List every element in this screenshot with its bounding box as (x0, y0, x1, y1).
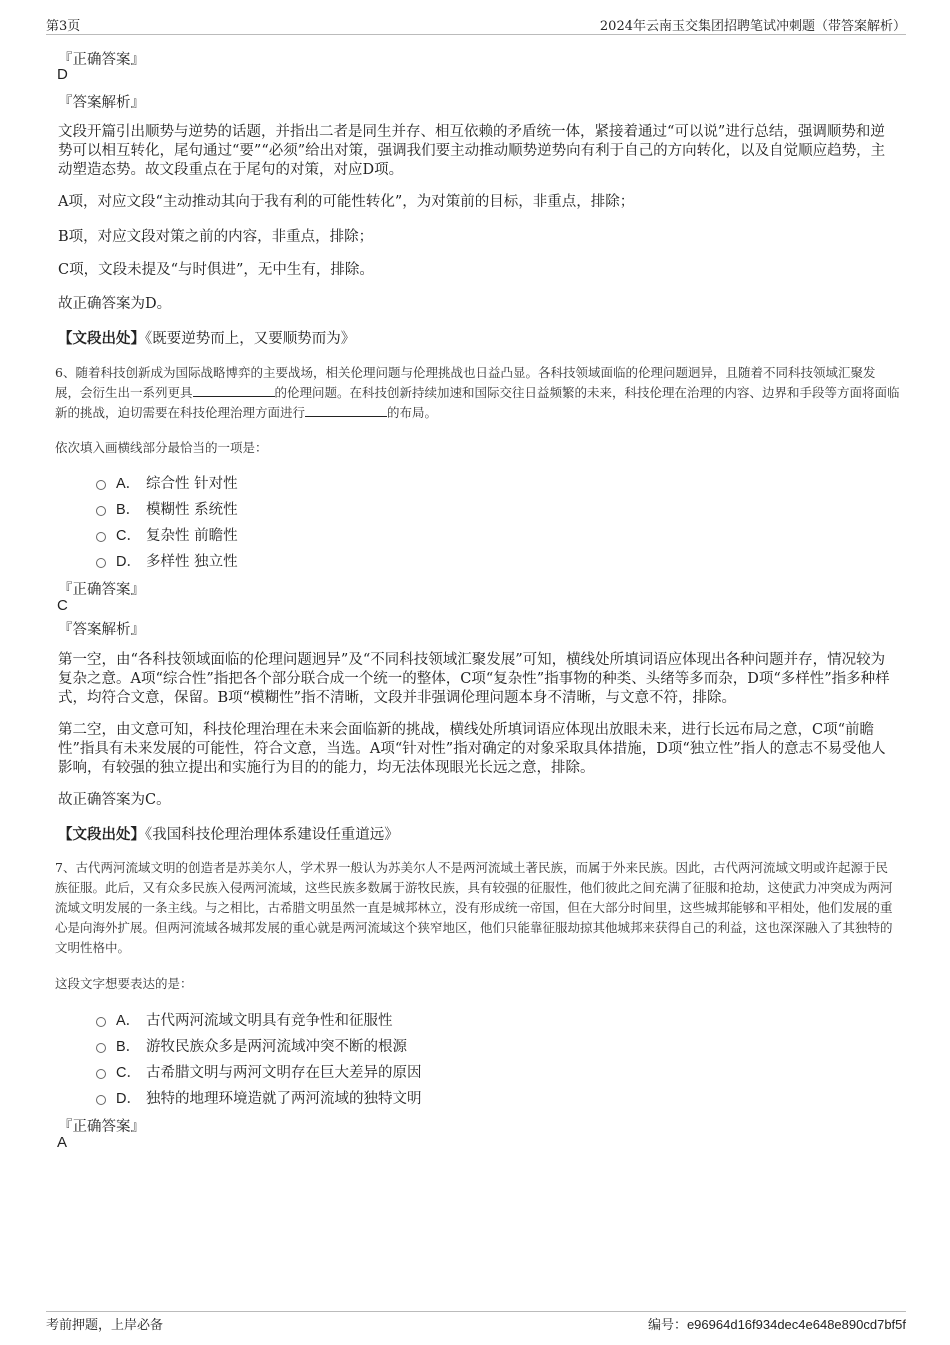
radio-icon[interactable] (96, 1017, 106, 1027)
q7-option-a[interactable] (96, 1009, 393, 1030)
q6-answer: C (57, 597, 68, 614)
radio-icon[interactable] (96, 506, 106, 516)
radio-icon[interactable] (96, 558, 106, 568)
q6-blank-1 (193, 384, 275, 397)
q6-stem-part3: 的布局。 (387, 405, 438, 420)
q6-option-a[interactable] (96, 472, 238, 493)
q7-option-b[interactable] (96, 1035, 407, 1056)
footer-divider (46, 1311, 906, 1312)
option-letter: D． (116, 554, 141, 570)
q7-answer-label: 『正确答案』 (58, 1119, 145, 1135)
document-title: 2024年云南玉交集团招聘笔试冲刺题（带答案解析） (599, 19, 906, 34)
q5-analysis-p2: A项，对应文段“主动推动其向于我有利的可能性转化”，为对策前的目标，非重点，排除； (58, 194, 635, 210)
option-letter: C． (116, 528, 141, 544)
q6-analysis-p3: 故正确答案为C。 (58, 792, 171, 808)
radio-icon[interactable] (96, 1043, 106, 1053)
option-text: 综合性 针对性 (146, 476, 238, 492)
q6-stem-part2: 的伦理问题。在科技创新持续加速和国际交往日益频繁的未来，科技伦理在治理的内容、边界和手段等方面将面临新的挑战，迫切需要在科技伦理治理方面进行 (55, 385, 900, 420)
option-letter: B． (116, 502, 141, 518)
q5-source-label: 【文段出处】 (58, 330, 145, 347)
option-text: 古希腊文明与两河文明存在巨大差异的原因 (146, 1065, 422, 1081)
option-letter: D． (116, 1091, 141, 1107)
header-divider (46, 34, 906, 35)
option-text: 模糊性 系统性 (146, 502, 238, 518)
radio-icon[interactable] (96, 1069, 106, 1079)
option-letter: A． (116, 476, 141, 492)
q7-prompt: 这段文字想要表达的是： (55, 976, 193, 991)
q7-answer: A (57, 1134, 68, 1151)
radio-icon[interactable] (96, 1095, 106, 1105)
q5-analysis-p5: 故正确答案为D。 (58, 296, 172, 312)
option-text: 游牧民族众多是两河流域冲突不断的根源 (146, 1039, 407, 1055)
q5-source-title: 《既要逆势而上，又要顺势而为》 (145, 331, 356, 347)
option-text: 复杂性 前瞻性 (146, 528, 238, 544)
q5-analysis-p4: C项，文段未提及“与时俱进”，无中生有，排除。 (58, 262, 374, 278)
serial-code: e96964d16f934dec4e648e890cd7bf5f (686, 1317, 906, 1332)
q6-analysis-label: 『答案解析』 (58, 622, 145, 638)
q6-option-c[interactable] (96, 524, 238, 545)
q7-option-c[interactable] (96, 1061, 422, 1082)
q6-answer-label: 『正确答案』 (58, 582, 145, 598)
q6-source-label: 【文段出处】 (58, 826, 145, 843)
q6-source (58, 825, 898, 845)
q7-stem: 7、古代两河流域文明的创造者是苏美尔人，学术界一般认为苏美尔人不是两河流域土著民族，而属于外来民族。因此，古代两河流域文明或许起源于民族征服。此后，又有众多民族入侵两河流域，这些民族多数属于游牧民族，具有较强的征服性，他们彼此之间充满了征服和抢劫，这使武力冲突成为两河流域文明发展的一条主线。与之相比，古希腊文明虽然一直是城邦林立，没有形成统一帝国，但在大部分时间里，这些城邦能够和平相处，他们发展的重心是向海外扩展。但两河流域各城邦发展的重心就是两河流域这个狭窄地区，他们只能靠征服劫掠其他城邦来获得自己的利益，这也深深融入了其独特的文明性格中。 (55, 860, 893, 955)
footer-serial (648, 1314, 906, 1333)
page-number: 第3页 (46, 19, 81, 34)
q5-analysis-p1: 文段开篇引出顺势与逆势的话题，并指出二者是同生并存、相互依赖的矛盾统一体，紧接着通过“可以说”进行总结，强调顺势和逆势可以相互转化，尾句通过“要”“必须”给出对策，强调我们要主动推动顺势逆势向有利于自己的方向转化，以及自觉顺应趋势，主动塑造态势。故文段重点在于尾句的对策，对应D项。 (58, 124, 886, 178)
option-text: 独特的地理环境造就了两河流域的独特文明 (146, 1091, 422, 1107)
option-text: 多样性 独立性 (146, 554, 238, 570)
radio-icon[interactable] (96, 532, 106, 542)
option-letter: C． (116, 1065, 141, 1081)
q6-stem (55, 363, 900, 423)
q5-analysis-label: 『答案解析』 (58, 95, 145, 111)
q6-option-d[interactable] (96, 550, 238, 571)
serial-label: 编号： (647, 1318, 687, 1333)
footer-slogan: 考前押题，上岸必备 (46, 1318, 164, 1333)
option-text: 古代两河流域文明具有竞争性和征服性 (146, 1013, 393, 1029)
q7-option-d[interactable] (96, 1087, 422, 1108)
q6-option-b[interactable] (96, 498, 238, 519)
q6-source-title: 《我国科技伦理治理体系建设任重道远》 (145, 827, 399, 843)
q5-source (58, 329, 898, 349)
q6-prompt: 依次填入画横线部分最恰当的一项是： (55, 440, 268, 455)
q6-analysis-p2: 第二空，由文意可知，科技伦理治理在未来会面临新的挑战，横线处所填词语应体现出放眼未来，进行长远布局之意，C项“前瞻性”指具有未来发展的可能性，符合文意，当选。A项“针对性”指对确定的对象采取具体措施，D项“独立性”指人的意志不易受他人影响，有较强的独立提出和实施行为目的的能力，均无法体现眼光长远之意，排除。 (58, 722, 886, 776)
q6-stem-part1: 6、随着科技创新成为国际战略博弈的主要战场，相关伦理问题与伦理挑战也日益凸显。各科技领域面临的伦理问题迥异，且随着不同科技领域汇聚发展，会衍生出一系列更具 (55, 365, 876, 400)
option-letter: A． (116, 1013, 141, 1029)
q6-blank-2 (305, 404, 387, 417)
q5-analysis-p3: B项，对应文段对策之前的内容，非重点，排除； (58, 229, 374, 245)
q6-analysis-p1: 第一空，由“各科技领域面临的伦理问题迥异”及“不同科技领域汇聚发展”可知，横线处所填词语应体现出各种问题并存，情况较为复杂之意。A项“综合性”指把各个部分联合成一个统一的整体，C项“复杂性”指事物的种类、头绪等多而杂，D项“多样性”指多种样式，均符合文意，保留。B项“模糊性”指不清晰，文段并非强调伦理问题本身不清晰，与文意不符，排除。 (58, 652, 890, 706)
radio-icon[interactable] (96, 480, 106, 490)
option-letter: B． (116, 1039, 141, 1055)
q5-answer: D (57, 66, 68, 83)
q5-answer-label: 『正确答案』 (58, 52, 145, 68)
